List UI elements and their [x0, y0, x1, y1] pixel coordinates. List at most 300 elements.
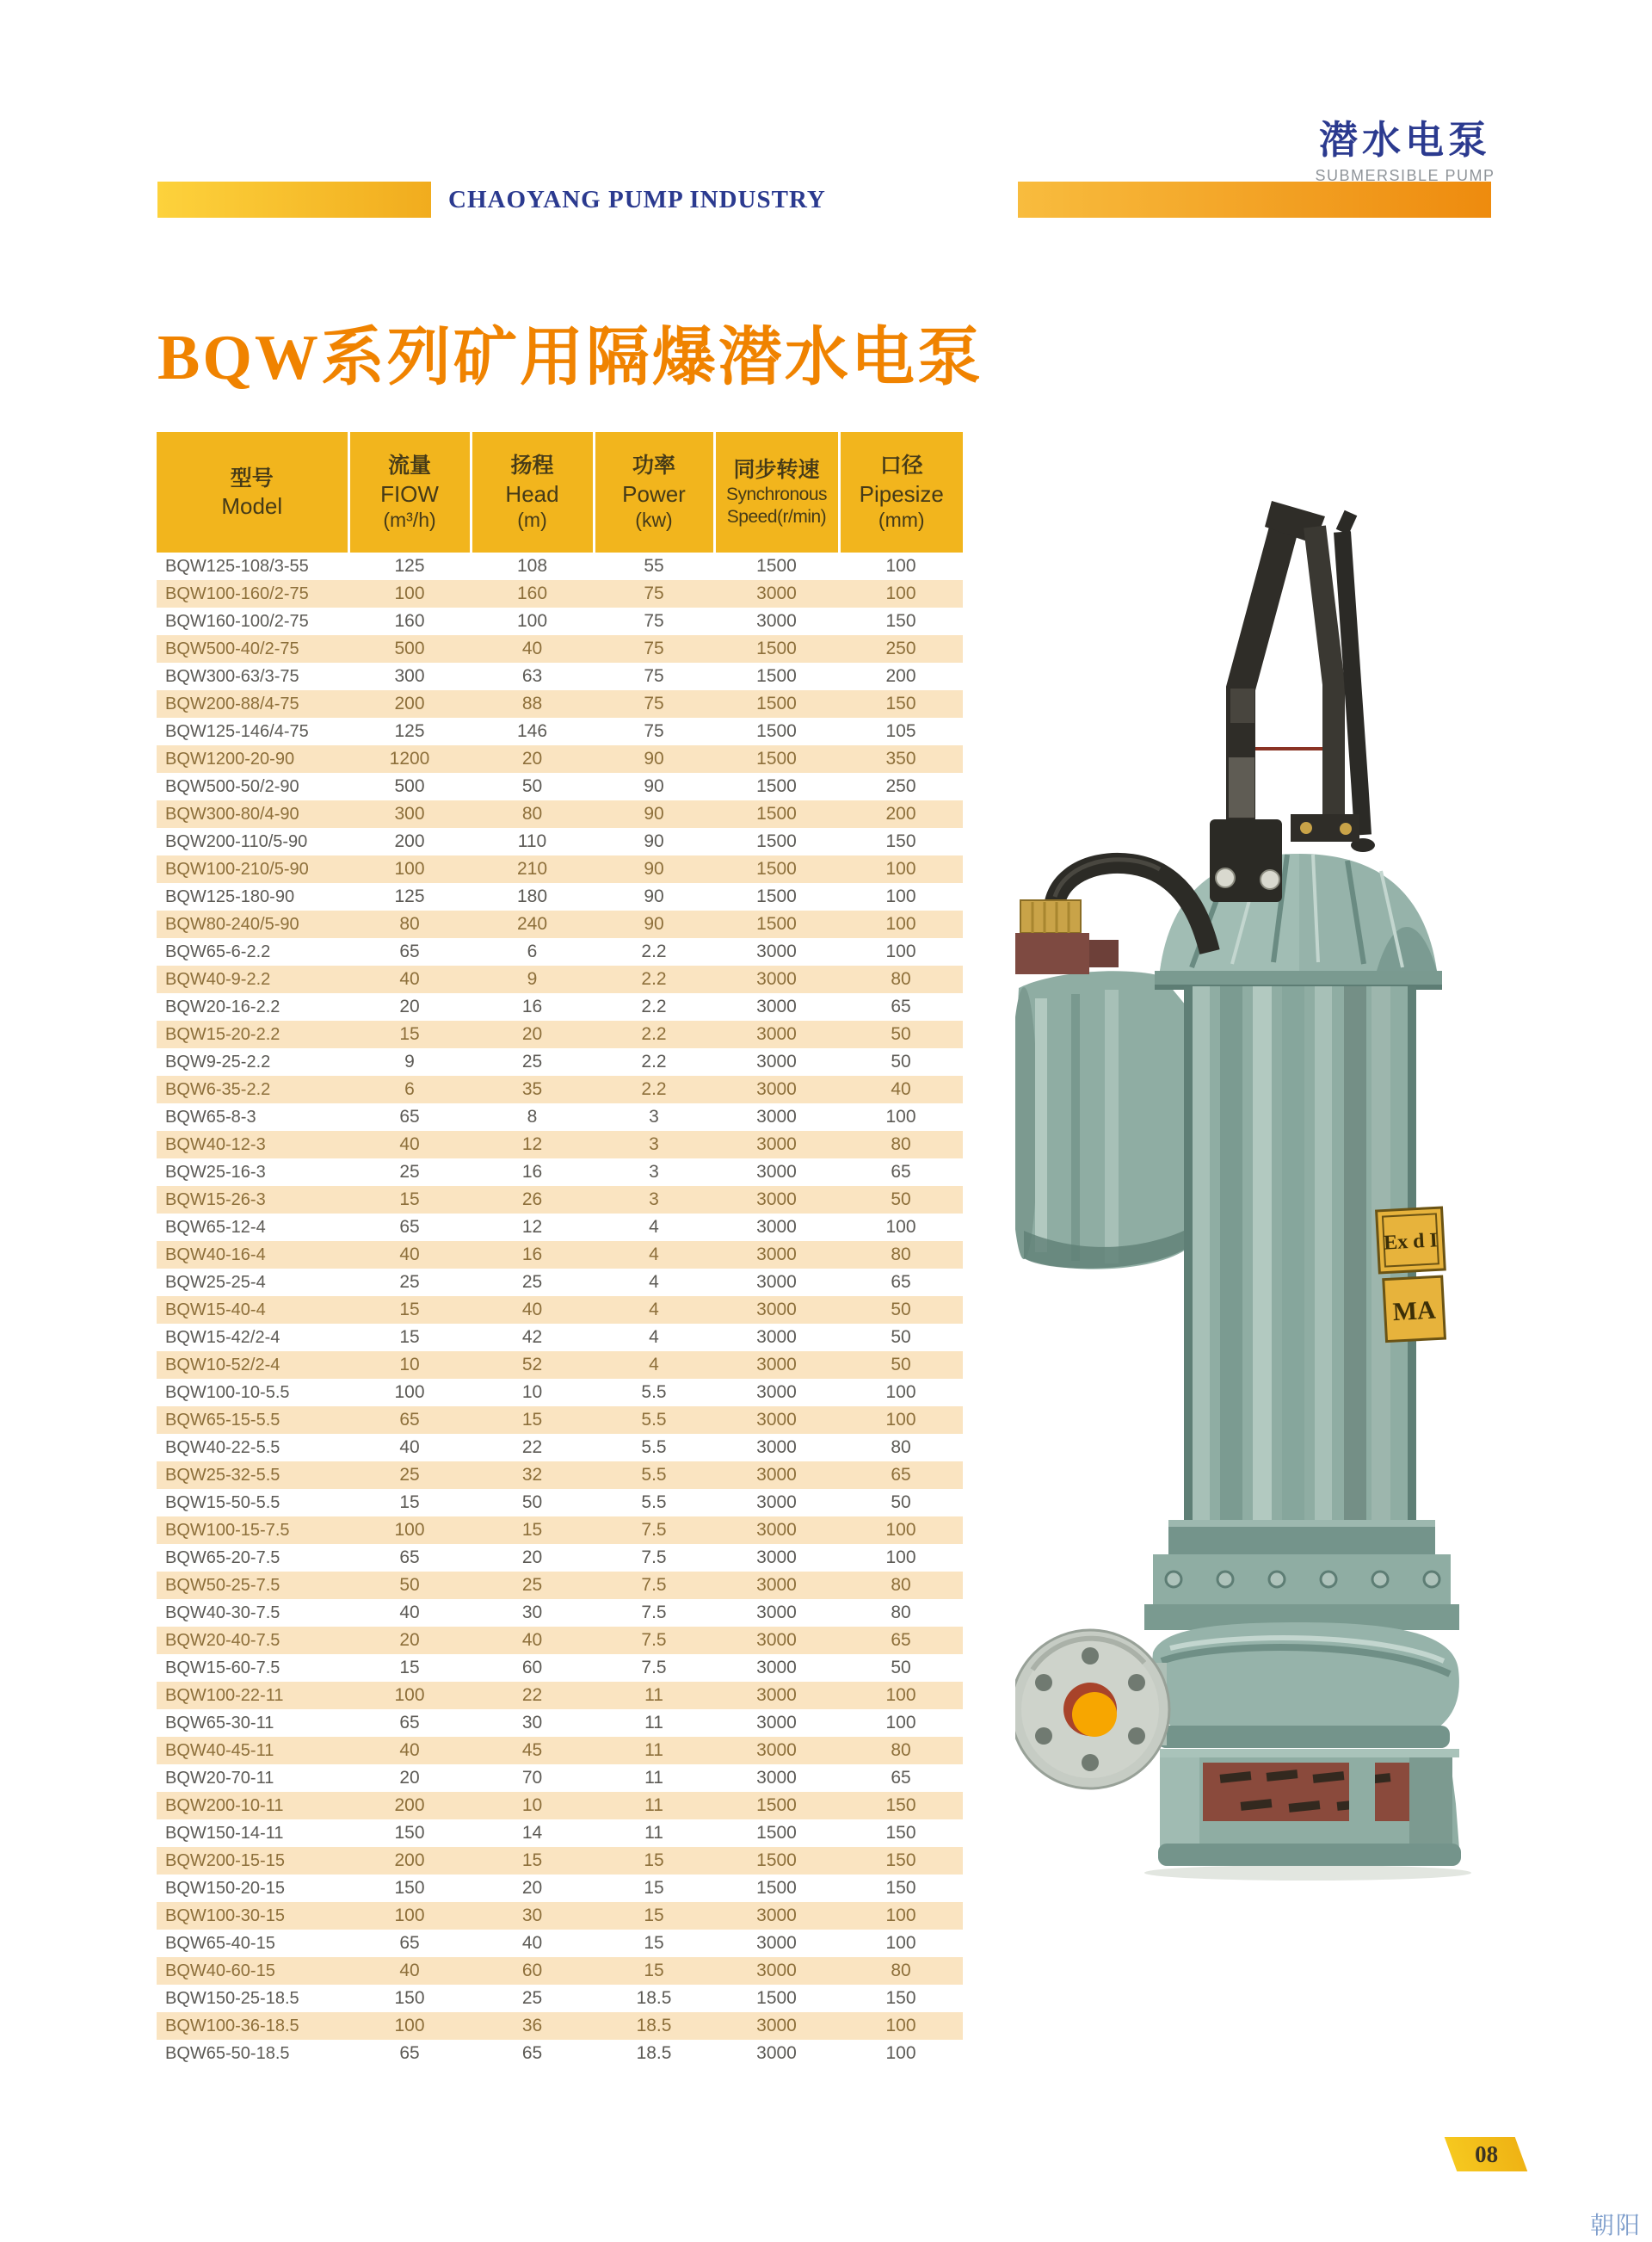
power-cell: 90	[644, 859, 664, 879]
power-cell: 2.2	[641, 942, 667, 961]
pump-volute	[1152, 1622, 1459, 1748]
brand-block	[1315, 108, 1495, 185]
speed-cell: 3000	[756, 942, 797, 961]
speed-cell: 3000	[756, 1603, 797, 1622]
model-cell: BQW125-180-90	[165, 886, 295, 906]
flow-cell: 100	[394, 2016, 425, 2035]
pipesize-cell: 100	[885, 1520, 916, 1540]
table-row	[157, 1461, 963, 1489]
model-cell: BQW100-30-15	[165, 1905, 285, 1925]
head-cell: 42	[521, 1327, 543, 1347]
flow-cell: 65	[399, 942, 420, 961]
pump-label-ma: MA	[1391, 1295, 1437, 1327]
footer-brand: 朝阳	[1590, 2212, 1643, 2239]
power-cell: 5.5	[641, 1410, 667, 1430]
flow-cell: 15	[399, 1024, 420, 1044]
model-cell: BQW65-50-18.5	[165, 2043, 290, 2063]
power-cell: 11	[644, 1685, 663, 1705]
head-cell: 36	[521, 2016, 543, 2035]
pipesize-cell: 150	[885, 611, 916, 631]
power-cell: 4	[649, 1272, 659, 1292]
brand-title-cn: 潜水电泵	[1318, 118, 1491, 162]
head-cell: 25	[521, 1575, 543, 1595]
power-cell: 7.5	[641, 1575, 667, 1595]
table-row	[157, 1875, 963, 1902]
table-row	[157, 828, 963, 855]
flow-cell: 100	[394, 1520, 425, 1540]
head-cell: 108	[516, 556, 548, 576]
head-cell: 20	[521, 1024, 543, 1044]
pipesize-cell: 105	[885, 721, 916, 741]
head-cell: 70	[521, 1768, 543, 1788]
power-cell: 75	[644, 721, 664, 741]
pipesize-cell: 40	[891, 1079, 911, 1099]
head-cell: 88	[521, 694, 543, 713]
head-cell: 240	[516, 914, 548, 934]
col-header-speed: 同步转速 Synchronous Speed(r/min)	[714, 432, 839, 553]
pipesize-cell: 50	[891, 1189, 911, 1209]
pipesize-cell: 150	[885, 831, 916, 851]
pipesize-cell: 100	[885, 584, 916, 603]
model-cell: BQW40-9-2.2	[165, 969, 271, 989]
model-cell: BQW100-15-7.5	[165, 1520, 290, 1540]
col-header-power: 功率 Power (kw)	[594, 432, 714, 553]
speed-cell: 3000	[756, 1933, 797, 1953]
speed-cell: 3000	[756, 1134, 797, 1154]
pipesize-cell: 250	[885, 776, 916, 796]
head-cell: 15	[521, 1410, 543, 1430]
model-cell: BQW15-42/2-4	[165, 1327, 280, 1347]
power-cell: 2.2	[641, 997, 667, 1016]
head-cell: 30	[521, 1905, 543, 1925]
model-cell: BQW160-100/2-75	[165, 611, 309, 631]
page-title: BQW系列矿用隔爆潜水电泵	[157, 323, 983, 393]
pipesize-cell: 50	[891, 1052, 911, 1072]
pipesize-cell: 80	[891, 1575, 911, 1595]
power-cell: 4	[649, 1355, 659, 1374]
flow-cell: 65	[399, 2043, 420, 2063]
flow-cell: 150	[394, 1988, 425, 2008]
model-cell: BQW40-45-11	[165, 1740, 274, 1760]
model-cell: BQW65-6-2.2	[165, 942, 271, 961]
power-cell: 18.5	[636, 1988, 672, 2008]
table-row	[157, 1158, 963, 1186]
speed-cell: 3000	[756, 1575, 797, 1595]
head-cell: 45	[521, 1740, 543, 1760]
power-cell: 15	[644, 1878, 664, 1898]
speed-cell: 1500	[756, 886, 797, 906]
pipesize-cell: 65	[891, 1465, 911, 1485]
speed-cell: 3000	[756, 1162, 797, 1182]
power-cell: 4	[649, 1327, 659, 1347]
head-cell: 40	[521, 1300, 543, 1319]
speed-cell: 1500	[756, 639, 797, 658]
power-cell: 11	[644, 1768, 663, 1788]
speed-cell: 1500	[756, 556, 797, 576]
speed-cell: 3000	[756, 1713, 797, 1732]
spec-table-header	[157, 432, 963, 553]
power-cell: 2.2	[641, 1024, 667, 1044]
speed-cell: 3000	[756, 1024, 797, 1044]
table-row	[157, 1792, 963, 1819]
table-row	[157, 1324, 963, 1351]
head-cell: 25	[521, 1988, 543, 2008]
head-cell: 15	[521, 1520, 543, 1540]
pump-brass-gland	[1020, 900, 1081, 933]
header-bar-left	[157, 182, 431, 218]
pump-strainer	[1203, 1763, 1413, 1821]
speed-cell: 1500	[756, 1795, 797, 1815]
spec-table	[157, 432, 963, 2067]
flow-cell: 20	[399, 997, 420, 1016]
flow-cell: 40	[399, 1740, 420, 1760]
head-cell: 16	[521, 997, 543, 1016]
flow-cell: 80	[399, 914, 420, 934]
flow-cell: 65	[399, 1217, 420, 1237]
head-cell: 50	[521, 1492, 543, 1512]
flow-cell: 20	[399, 1768, 420, 1788]
table-row	[157, 1599, 963, 1627]
table-row	[157, 993, 963, 1021]
power-cell: 5.5	[641, 1437, 667, 1457]
power-cell: 15	[644, 1933, 664, 1953]
head-cell: 100	[516, 611, 548, 631]
speed-cell: 3000	[756, 1217, 797, 1237]
pipesize-cell: 150	[885, 1878, 916, 1898]
flow-cell: 15	[399, 1189, 420, 1209]
pipesize-cell: 100	[885, 1933, 916, 1953]
pipesize-cell: 200	[885, 666, 916, 686]
table-row	[157, 663, 963, 690]
model-cell: BQW150-20-15	[165, 1878, 285, 1898]
head-cell: 22	[521, 1685, 543, 1705]
power-cell: 4	[649, 1300, 659, 1319]
head-cell: 16	[521, 1162, 543, 1182]
pipesize-cell: 350	[885, 749, 916, 769]
power-cell: 11	[644, 1823, 663, 1843]
table-row	[157, 1985, 963, 2012]
flow-cell: 65	[399, 1547, 420, 1567]
pipesize-cell: 100	[885, 2043, 916, 2063]
flow-cell: 100	[394, 1382, 425, 1402]
table-row	[157, 1214, 963, 1241]
flow-cell: 20	[399, 1630, 420, 1650]
table-row	[157, 1572, 963, 1599]
pipesize-cell: 100	[885, 886, 916, 906]
speed-cell: 3000	[756, 1465, 797, 1485]
model-cell: BQW15-60-7.5	[165, 1658, 280, 1677]
head-cell: 10	[521, 1382, 543, 1402]
page-number: 08	[1474, 2140, 1498, 2167]
model-cell: BQW20-40-7.5	[165, 1630, 280, 1650]
speed-cell: 3000	[756, 1245, 797, 1264]
power-cell: 75	[644, 611, 664, 631]
table-row	[157, 718, 963, 745]
table-row	[157, 1764, 963, 1792]
head-cell: 40	[521, 1933, 543, 1953]
model-cell: BQW15-26-3	[165, 1189, 266, 1209]
speed-cell: 1500	[756, 831, 797, 851]
power-cell: 90	[644, 886, 664, 906]
power-cell: 75	[644, 666, 664, 686]
speed-cell: 3000	[756, 1685, 797, 1705]
power-cell: 90	[644, 914, 664, 934]
model-cell: BQW125-146/4-75	[165, 721, 309, 741]
head-cell: 52	[521, 1355, 543, 1374]
table-row	[157, 1627, 963, 1654]
model-cell: BQW200-10-11	[165, 1795, 284, 1815]
pump-handle	[1210, 501, 1375, 902]
pipesize-cell: 65	[891, 1630, 911, 1650]
power-cell: 4	[649, 1245, 659, 1264]
power-cell: 7.5	[641, 1520, 667, 1540]
table-row	[157, 1021, 963, 1048]
speed-cell: 3000	[756, 1382, 797, 1402]
table-row	[157, 1406, 963, 1434]
table-row	[157, 1379, 963, 1406]
speed-cell: 1500	[756, 694, 797, 713]
flow-cell: 500	[394, 776, 425, 796]
pipesize-cell: 200	[885, 804, 916, 824]
table-row	[157, 1902, 963, 1930]
power-cell: 5.5	[641, 1465, 667, 1485]
power-cell: 2.2	[641, 969, 667, 989]
speed-cell: 1500	[756, 1823, 797, 1843]
head-cell: 35	[521, 1079, 543, 1099]
pipesize-cell: 150	[885, 1795, 916, 1815]
model-cell: BQW80-240/5-90	[165, 914, 299, 934]
pipesize-cell: 100	[885, 1217, 916, 1237]
table-row	[157, 1654, 963, 1682]
pipesize-cell: 100	[885, 1685, 916, 1705]
model-cell: BQW15-50-5.5	[165, 1492, 280, 1512]
model-cell: BQW300-63/3-75	[165, 666, 299, 686]
table-row	[157, 938, 963, 966]
power-cell: 3	[649, 1134, 659, 1154]
speed-cell: 3000	[756, 969, 797, 989]
pipesize-cell: 100	[885, 1107, 916, 1127]
head-cell: 20	[521, 749, 543, 769]
flow-cell: 65	[399, 1410, 420, 1430]
table-row	[157, 1048, 963, 1076]
head-cell: 12	[521, 1217, 543, 1237]
table-row	[157, 1682, 963, 1709]
table-row	[157, 883, 963, 911]
model-cell: BQW15-20-2.2	[165, 1024, 280, 1044]
head-cell: 9	[527, 969, 538, 989]
table-row	[157, 1819, 963, 1847]
table-row	[157, 2040, 963, 2067]
pump-bracket	[1015, 933, 1089, 974]
header-bar-right	[1018, 182, 1491, 218]
table-row	[157, 1930, 963, 1957]
power-cell: 15	[644, 1905, 664, 1925]
pump-junction-housing	[1015, 971, 1186, 1269]
flow-cell: 15	[399, 1492, 420, 1512]
table-row	[157, 911, 963, 938]
speed-cell: 3000	[756, 2043, 797, 2063]
power-cell: 55	[644, 556, 664, 576]
power-cell: 15	[644, 1850, 664, 1870]
speed-cell: 3000	[756, 584, 797, 603]
flow-cell: 40	[399, 969, 420, 989]
speed-cell: 3000	[756, 1740, 797, 1760]
flow-cell: 125	[394, 721, 425, 741]
model-cell: BQW100-10-5.5	[165, 1382, 290, 1402]
speed-cell: 3000	[756, 1079, 797, 1099]
flow-cell: 25	[399, 1162, 420, 1182]
pipesize-cell: 50	[891, 1492, 911, 1512]
table-row	[157, 1269, 963, 1296]
pipesize-cell: 80	[891, 1245, 911, 1264]
speed-cell: 1500	[756, 776, 797, 796]
power-cell: 7.5	[641, 1547, 667, 1567]
flow-cell: 300	[394, 804, 425, 824]
company-name: CHAOYANG PUMP INDUSTRY	[448, 186, 826, 213]
power-cell: 2.2	[641, 1052, 667, 1072]
speed-cell: 3000	[756, 1410, 797, 1430]
head-cell: 65	[521, 2043, 543, 2063]
pump-discharge-flange	[1015, 1630, 1169, 1788]
head-cell: 16	[521, 1245, 543, 1264]
table-row	[157, 1131, 963, 1158]
flow-cell: 1200	[389, 749, 430, 769]
flow-cell: 65	[399, 1933, 420, 1953]
pipesize-cell: 50	[891, 1327, 911, 1347]
flow-cell: 25	[399, 1465, 420, 1485]
speed-cell: 3000	[756, 1272, 797, 1292]
pipesize-cell: 100	[885, 1713, 916, 1732]
head-cell: 14	[521, 1823, 543, 1843]
brand-title-en: SUBMERSIBLE PUMP	[1315, 167, 1495, 184]
table-row	[157, 966, 963, 993]
table-row	[157, 745, 963, 773]
model-cell: BQW100-160/2-75	[165, 584, 309, 603]
pump-base	[1144, 1749, 1471, 1881]
model-cell: BQW10-52/2-4	[165, 1355, 280, 1374]
head-cell: 180	[516, 886, 548, 906]
model-cell: BQW6-35-2.2	[165, 1079, 271, 1099]
pipesize-cell: 100	[885, 1410, 916, 1430]
head-cell: 12	[521, 1134, 543, 1154]
speed-cell: 3000	[756, 1630, 797, 1650]
flow-cell: 300	[394, 666, 425, 686]
table-row	[157, 1241, 963, 1269]
model-cell: BQW150-25-18.5	[165, 1988, 299, 2008]
model-cell: BQW50-25-7.5	[165, 1575, 280, 1595]
head-cell: 80	[521, 804, 543, 824]
model-cell: BQW300-80/4-90	[165, 804, 299, 824]
speed-cell: 3000	[756, 1052, 797, 1072]
head-cell: 22	[521, 1437, 543, 1457]
model-cell: BQW40-30-7.5	[165, 1603, 280, 1622]
flow-cell: 9	[404, 1052, 415, 1072]
power-cell: 90	[644, 831, 664, 851]
pipesize-cell: 50	[891, 1300, 911, 1319]
power-cell: 90	[644, 776, 664, 796]
speed-cell: 3000	[756, 2016, 797, 2035]
speed-cell: 3000	[756, 1658, 797, 1677]
power-cell: 7.5	[641, 1630, 667, 1650]
flow-cell: 40	[399, 1134, 420, 1154]
pipesize-cell: 150	[885, 1988, 916, 2008]
table-row	[157, 2012, 963, 2040]
speed-cell: 3000	[756, 1768, 797, 1788]
power-cell: 3	[649, 1107, 659, 1127]
pipesize-cell: 80	[891, 1961, 911, 1980]
flow-cell: 65	[399, 1713, 420, 1732]
head-cell: 146	[516, 721, 548, 741]
head-cell: 60	[521, 1961, 543, 1980]
model-cell: BQW200-88/4-75	[165, 694, 299, 713]
power-cell: 18.5	[636, 2016, 672, 2035]
speed-cell: 1500	[756, 749, 797, 769]
power-cell: 15	[644, 1961, 664, 1980]
model-cell: BQW500-50/2-90	[165, 776, 299, 796]
pipesize-cell: 80	[891, 1603, 911, 1622]
col-header-head: 扬程 Head (m)	[471, 432, 594, 553]
flow-cell: 50	[399, 1575, 420, 1595]
table-row	[157, 1186, 963, 1214]
flow-cell: 500	[394, 639, 425, 658]
head-cell: 25	[521, 1272, 543, 1292]
model-cell: BQW65-20-7.5	[165, 1547, 280, 1567]
flow-cell: 15	[399, 1300, 420, 1319]
table-row	[157, 1076, 963, 1103]
flow-cell: 200	[394, 1850, 425, 1870]
flow-cell: 40	[399, 1245, 420, 1264]
model-cell: BQW40-22-5.5	[165, 1437, 280, 1457]
col-header-pipesize: 口径 Pipesize (mm)	[839, 432, 963, 553]
flow-cell: 160	[394, 611, 425, 631]
pipesize-cell: 50	[891, 1355, 911, 1374]
model-cell: BQW200-110/5-90	[165, 831, 308, 851]
head-cell: 160	[516, 584, 548, 603]
model-cell: BQW1200-20-90	[165, 749, 295, 769]
power-cell: 7.5	[641, 1658, 667, 1677]
flow-cell: 100	[394, 1905, 425, 1925]
col-header-model: 型号 Model	[157, 432, 348, 553]
pipesize-cell: 150	[885, 1850, 916, 1870]
table-row	[157, 1957, 963, 1985]
speed-cell: 3000	[756, 1492, 797, 1512]
model-cell: BQW65-15-5.5	[165, 1410, 280, 1430]
model-cell: BQW40-12-3	[165, 1134, 266, 1154]
head-cell: 30	[521, 1603, 543, 1622]
flow-cell: 125	[394, 556, 425, 576]
power-cell: 5.5	[641, 1492, 667, 1512]
pipesize-cell: 65	[891, 1272, 911, 1292]
flow-cell: 100	[394, 584, 425, 603]
flow-cell: 15	[399, 1658, 420, 1677]
head-cell: 210	[516, 859, 548, 879]
pipesize-cell: 100	[885, 1905, 916, 1925]
pipesize-cell: 150	[885, 694, 916, 713]
table-row	[157, 1351, 963, 1379]
pipesize-cell: 100	[885, 859, 916, 879]
model-cell: BQW65-12-4	[165, 1217, 266, 1237]
model-cell: BQW500-40/2-75	[165, 639, 299, 658]
model-cell: BQW15-40-4	[165, 1300, 266, 1319]
table-row	[157, 1709, 963, 1737]
table-row	[157, 1296, 963, 1324]
model-cell: BQW100-210/5-90	[165, 859, 309, 879]
pipesize-cell: 100	[885, 556, 916, 576]
speed-cell: 3000	[756, 1437, 797, 1457]
table-row	[157, 553, 963, 580]
flow-cell: 100	[394, 859, 425, 879]
pipesize-cell: 150	[885, 1823, 916, 1843]
